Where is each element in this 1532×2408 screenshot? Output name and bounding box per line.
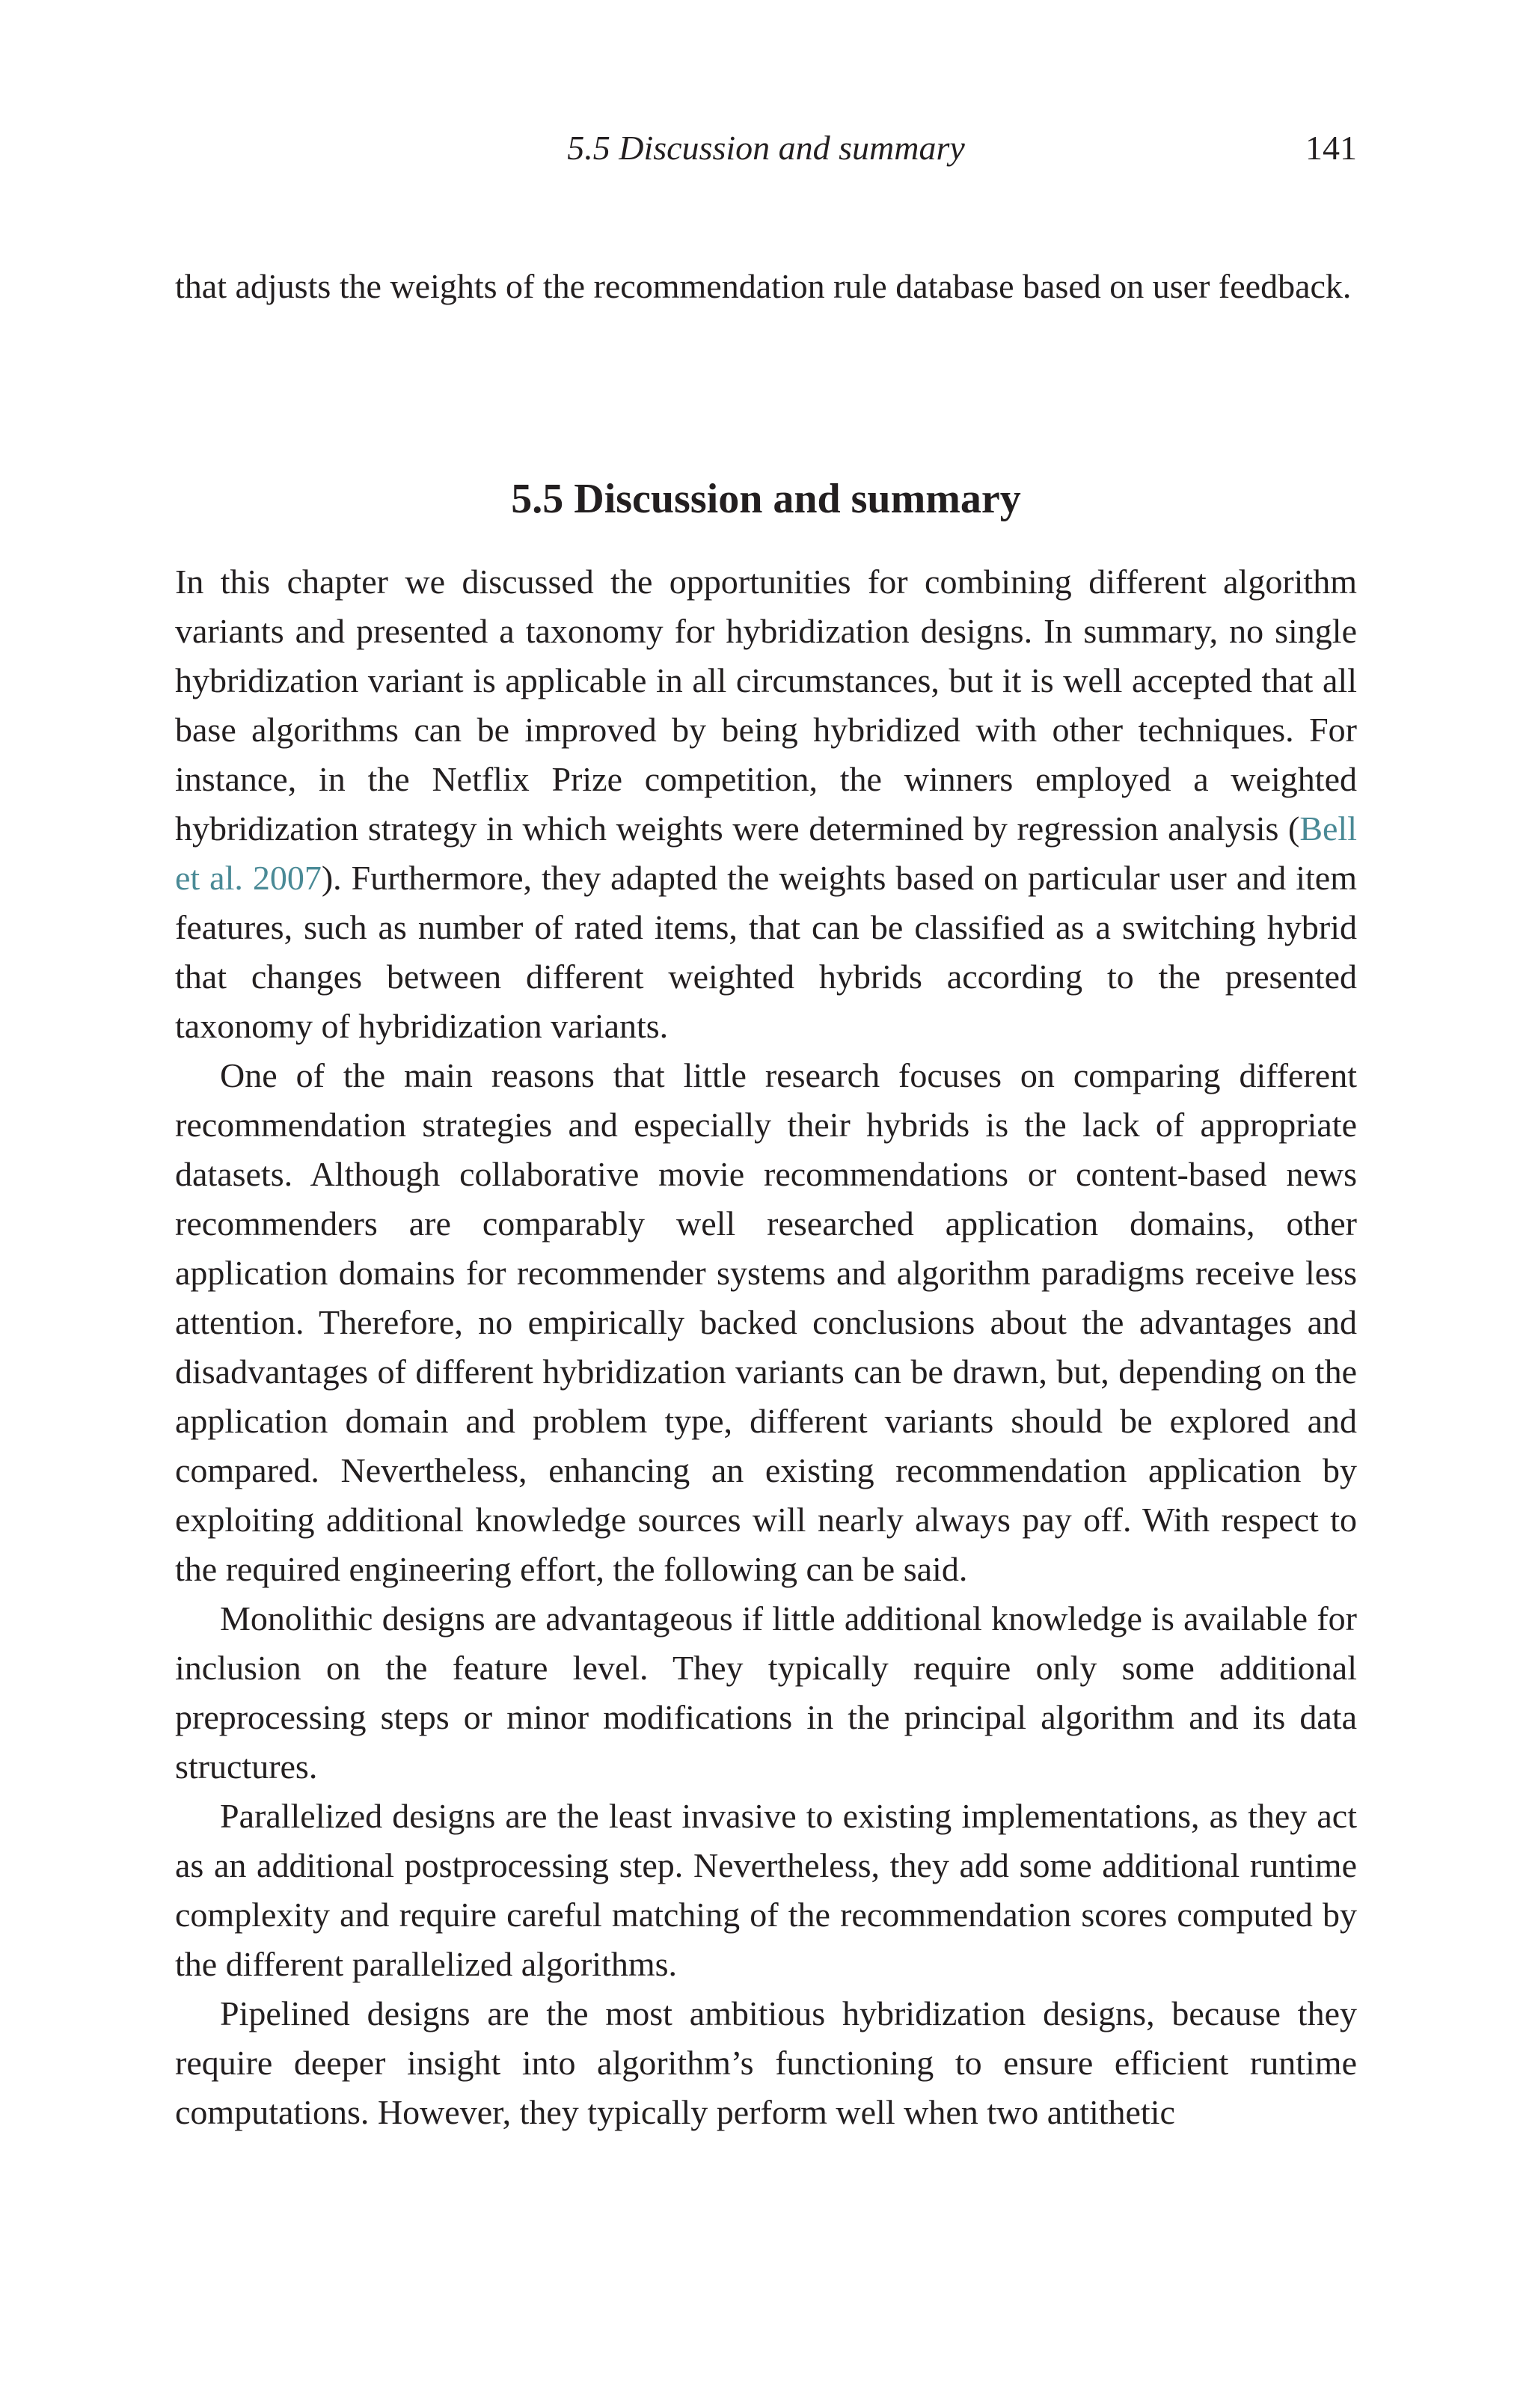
section-body	[175, 557, 1357, 2137]
paragraph-1-text-a: In this chapter we discussed the opportunities for combining different algorithm variants and presented a taxonomy for hybridization designs. In summary, no single hybridization variant is applicable in all circumstances, but it is well accepted that all base algorithms can be improved by being hybridized with other techniques. For instance, in the Netflix Prize competition, the winners employed a weighted hybridization strategy in which weights were determined by regression analysis (	[175, 563, 1357, 848]
citation-link[interactable]: Bell et al. 2007	[175, 809, 1357, 897]
paragraph-3: Monolithic designs are advantageous if little additional knowledge is available for inclusion on the feature level. They typically require only some additional preprocessing steps or minor modifications in the principal algorithm and its data structures.	[175, 1599, 1357, 1786]
running-head-title: 5.5 Discussion and summary	[567, 129, 965, 167]
paragraph-5: Pipelined designs are the most ambitious hybridization designs, because they require deeper insight into algorithm’s functioning to ensure efficient runtime computations. However, they typically perform well when two antithetic	[175, 1994, 1357, 2131]
paragraph-1	[175, 557, 1357, 1051]
intro-paragraph: that adjusts the weights of the recommendation rule database based on user feedback.	[175, 267, 1352, 305]
section-heading: 5.5 Discussion and summary	[511, 476, 1021, 522]
paragraph-2: One of the main reasons that little research focuses on comparing different recommendation strategies and especially their hybrids is the lack of appropriate datasets. Although collaborative movie recommendations or content-based news recommenders are comparably well researched application domains, other application domains for recommender systems and algorithm paradigms receive less attention. Therefore, no empirically backed conclusions about the advantages and disadvantages of different hybridization variants can be drawn, but, depending on the application domain and problem type, different variants should be explored and compared. Nevertheless, enhancing an existing recommendation application by exploiting additional knowledge sources will nearly always pay off. With respect to the required engineering effort, the following can be said.	[175, 1056, 1357, 1588]
page-number: 141	[1305, 129, 1357, 167]
running-head	[175, 126, 1357, 171]
paragraph-4: Parallelized designs are the least invasive to existing implementations, as they act as an additional postprocessing step. Nevertheless, they add some additional runtime complexity and require careful matching of the recommendation scores computed by the different parallelized algorithms.	[175, 1797, 1357, 1983]
paragraph-1-text-b: ). Furthermore, they adapted the weights based on particular user and item features, such as number of rated items, that can be classified as a switching hybrid that changes between different weighted hybrids according to the presented taxonomy of hybridization variants.	[175, 859, 1357, 1045]
